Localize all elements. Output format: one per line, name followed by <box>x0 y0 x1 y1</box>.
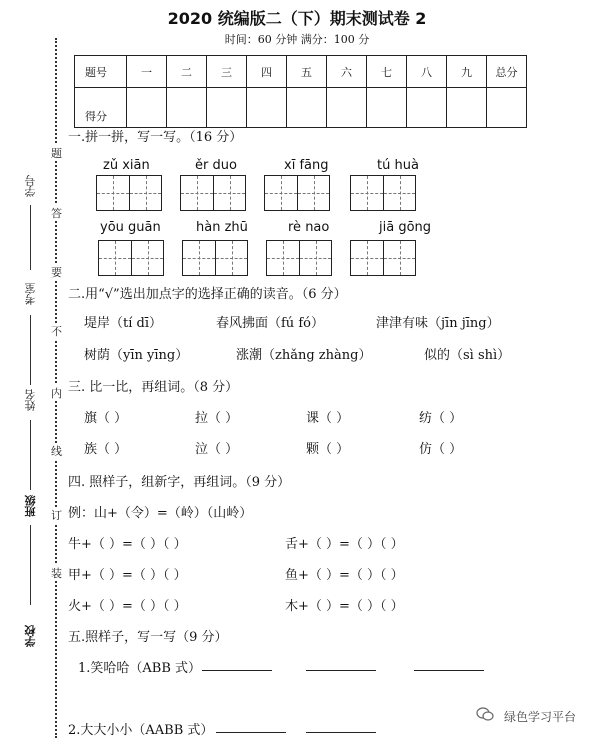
compare-item[interactable]: 颗（ ） <box>306 442 350 457</box>
example-line: 例：山+（令）=（岭）（山岭） <box>68 506 253 521</box>
compare-item[interactable]: 族（ ） <box>84 442 128 457</box>
answer-blank[interactable] <box>306 658 376 671</box>
score-entry-cell[interactable] <box>407 88 447 128</box>
binding-char: 不 <box>51 325 62 338</box>
school-label: 学校 <box>24 625 37 647</box>
compose-item[interactable]: 舌+（ ）=（ ）（ ） <box>285 537 404 552</box>
compare-item[interactable]: 课（ ） <box>306 411 350 426</box>
compare-item[interactable]: 泣（ ） <box>195 442 239 457</box>
score-entry-cell[interactable] <box>127 88 167 128</box>
exam-room-label: 考室 <box>24 283 37 305</box>
reading-choice[interactable]: 树荫（yīn yīng） <box>84 348 189 363</box>
reading-choice[interactable]: 春风拂面（fú fó） <box>216 316 324 331</box>
compare-item[interactable]: 旗（ ） <box>84 411 128 426</box>
name-line <box>30 420 31 490</box>
pinyin-label: zǔ xiān <box>103 158 150 173</box>
compose-item[interactable]: 火+（ ）=（ ）（ ） <box>68 599 187 614</box>
score-header-cell: 六 <box>327 56 367 88</box>
answer-blank[interactable] <box>202 658 272 671</box>
writing-grid[interactable] <box>266 240 332 276</box>
section-2-heading: 二.用“√”选出加点字的选择正确的读音。（6 分） <box>68 287 347 302</box>
page-title: 2020 统编版二（下）期末测试卷 2 <box>167 9 427 28</box>
writing-grid[interactable] <box>264 175 330 211</box>
score-entry-row <box>75 88 527 128</box>
reading-choice[interactable]: 津津有味（jīn jīng） <box>376 316 500 331</box>
pinyin-label: hàn zhū <box>196 220 248 235</box>
writing-grid[interactable] <box>98 240 164 276</box>
section-3-heading: 三. 比一比，再组词。（8 分） <box>68 380 239 395</box>
score-entry-cell[interactable] <box>167 88 207 128</box>
section-1-heading: 一.拼一拼，写一写。（16 分） <box>68 130 243 145</box>
score-header-cell: 题号 <box>75 56 127 88</box>
class-line <box>30 525 31 605</box>
reading-choice[interactable]: 涨潮（zhǎng zhàng） <box>236 348 372 363</box>
pattern-question: 2.大大小小（AABB 式） <box>68 723 214 738</box>
score-entry-cell[interactable] <box>487 88 527 128</box>
pinyin-label: xī fāng <box>284 158 329 173</box>
binding-char: 答 <box>51 207 62 220</box>
exam-room-line <box>30 315 31 385</box>
exam-meta: 时间：60 分钟 满分：100 分 <box>224 33 370 46</box>
answer-blank[interactable] <box>216 720 286 733</box>
section-4-heading: 四. 照样子，组新字，再组词。（9 分） <box>68 475 291 490</box>
score-table <box>74 55 527 128</box>
binding-char: 线 <box>51 445 62 458</box>
score-entry-cell[interactable] <box>247 88 287 128</box>
score-header-row <box>75 56 527 88</box>
writing-grid[interactable] <box>180 175 246 211</box>
writing-grid[interactable] <box>350 175 416 211</box>
pinyin-label: ěr duo <box>195 158 237 173</box>
score-header-cell: 八 <box>407 56 447 88</box>
compose-item[interactable]: 木+（ ）=（ ）（ ） <box>285 599 404 614</box>
student-id-line <box>30 205 31 270</box>
score-entry-cell[interactable] <box>287 88 327 128</box>
compare-item[interactable]: 仿（ ） <box>419 442 463 457</box>
score-entry-cell[interactable] <box>207 88 247 128</box>
compose-item[interactable]: 甲+（ ）=（ ）（ ） <box>68 568 187 583</box>
compose-item[interactable]: 牛+（ ）=（ ）（ ） <box>68 537 187 552</box>
compose-item[interactable]: 鱼+（ ）=（ ）（ ） <box>285 568 404 583</box>
binding-char: 订 <box>51 509 62 522</box>
watermark-text: 绿色学习平台 <box>503 710 576 724</box>
score-header-cell: 总分 <box>487 56 527 88</box>
writing-grid[interactable] <box>182 240 248 276</box>
student-id-label: 学号 <box>24 175 37 197</box>
score-header-cell: 四 <box>247 56 287 88</box>
score-header-cell: 七 <box>367 56 407 88</box>
pattern-question: 1.笑哈哈（ABB 式） <box>78 661 202 676</box>
score-entry-cell[interactable] <box>367 88 407 128</box>
compare-item[interactable]: 纺（ ） <box>419 411 463 426</box>
writing-grid[interactable] <box>350 240 416 276</box>
score-header-cell: 九 <box>447 56 487 88</box>
name-label: 姓名 <box>24 389 37 411</box>
pinyin-label: tú huà <box>377 158 419 173</box>
score-header-cell: 二 <box>167 56 207 88</box>
score-row-label: 得分 <box>75 88 127 128</box>
pinyin-label: jiā gōng <box>379 220 432 235</box>
writing-grid[interactable] <box>96 175 162 211</box>
score-header-cell: 三 <box>207 56 247 88</box>
reading-choice[interactable]: 似的（sì shì） <box>424 348 511 363</box>
chat-bubble-icon <box>476 706 494 722</box>
section-5-heading: 五.照样子，写一写（9 分） <box>68 630 228 645</box>
answer-blank[interactable] <box>306 720 376 733</box>
binding-char: 要 <box>51 266 62 279</box>
class-label: 班级 <box>24 495 37 517</box>
score-entry-cell[interactable] <box>447 88 487 128</box>
compare-item[interactable]: 拉（ ） <box>195 411 239 426</box>
answer-blank[interactable] <box>414 658 484 671</box>
binding-char: 内 <box>51 387 62 400</box>
score-header-cell: 五 <box>287 56 327 88</box>
pinyin-label: rè nao <box>288 220 330 235</box>
reading-choice[interactable]: 堤岸（tí dī） <box>84 316 162 331</box>
score-header-cell: 一 <box>127 56 167 88</box>
binding-char: 题 <box>51 147 62 160</box>
score-entry-cell[interactable] <box>327 88 367 128</box>
pinyin-label: yōu guān <box>100 220 161 235</box>
binding-char: 装 <box>51 567 62 580</box>
